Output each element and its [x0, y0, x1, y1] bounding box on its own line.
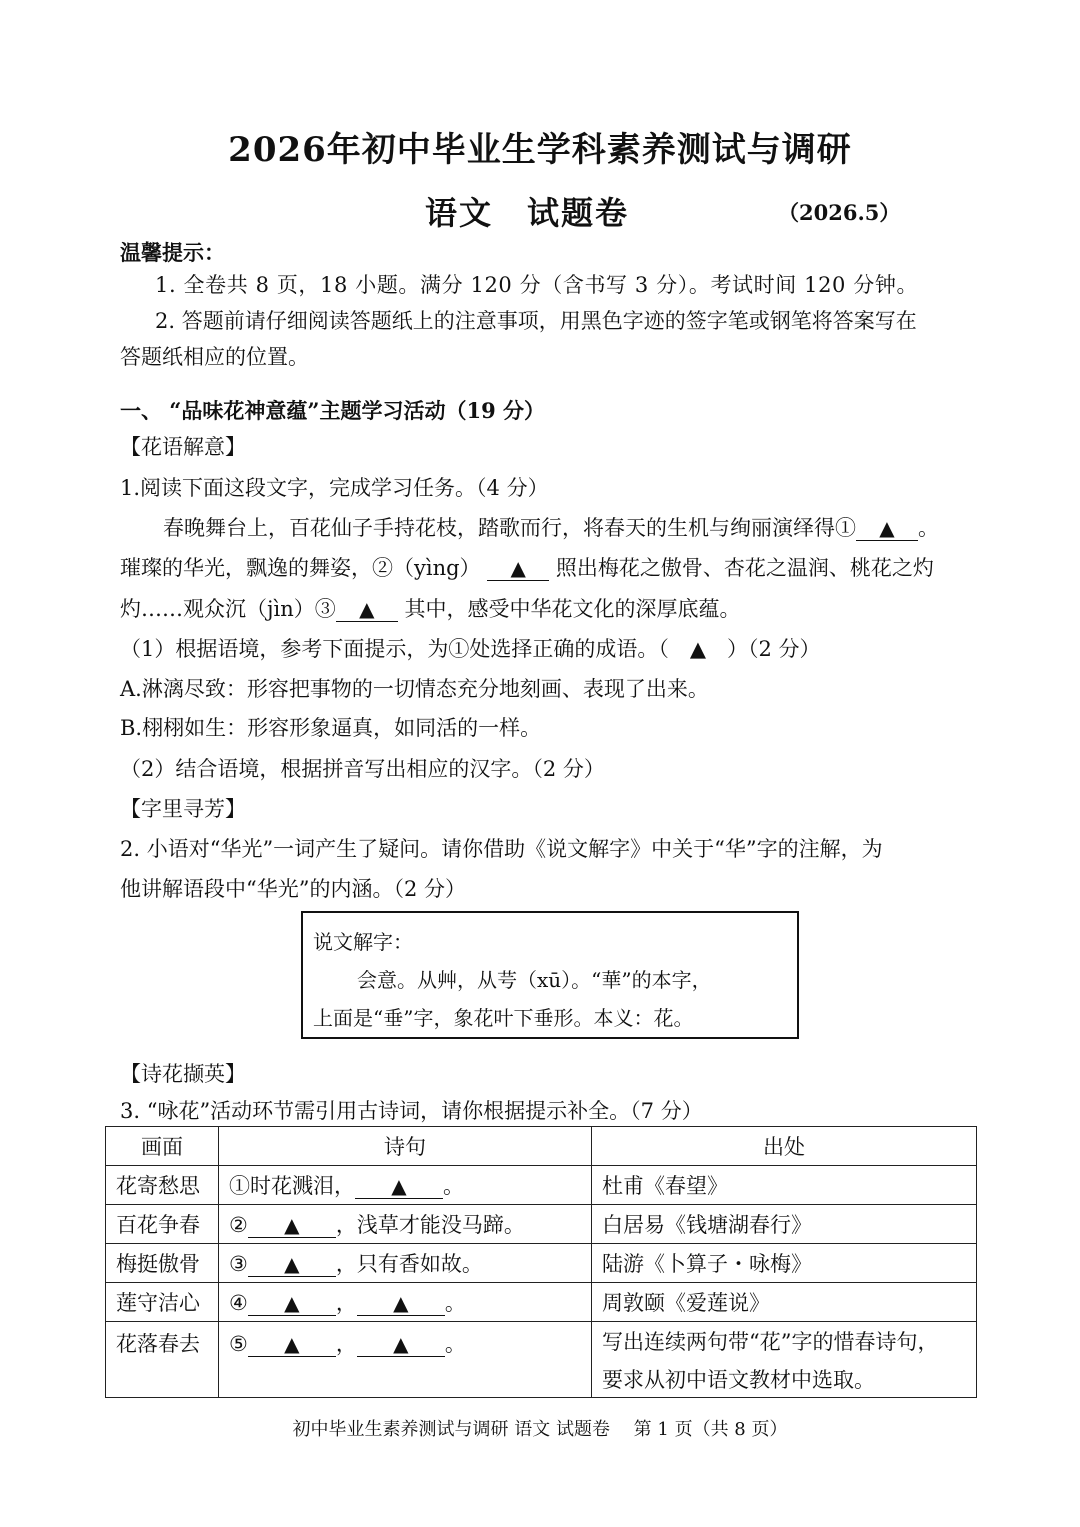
notice-item-2: 2. 答题前请仔细阅读答题纸上的注意事项，用黑色字迹的签字笔或钢笔将答案写在 [155, 309, 917, 333]
triangle-icon: ▲ [359, 597, 375, 621]
poem-table [105, 1126, 977, 1398]
q3-stem: 3. “咏花”活动环节需引用古诗词，请你根据提示补全。（7 分） [120, 1099, 703, 1123]
notice-heading: 温馨提示： [120, 240, 225, 265]
answer-blank[interactable] [357, 1332, 445, 1357]
verse-cell: ④ ▲ ， ▲ 。 [219, 1283, 592, 1322]
table-row [106, 1283, 977, 1322]
table-header-row [106, 1127, 977, 1166]
verse-cell: ③ ▲ ，只有香如故。 [219, 1244, 592, 1283]
source-cell: 写出连续两句带“花”字的惜春诗句， 要求从初中语文教材中选取。 [592, 1322, 977, 1398]
scene-cell: 百花争春 [106, 1205, 219, 1244]
answer-blank[interactable] [357, 1291, 445, 1316]
answer-blank[interactable] [355, 1174, 443, 1199]
source-cell: 周敦颐《爱莲说》 [592, 1283, 977, 1322]
shuowen-box [301, 911, 799, 1039]
q2-line-2: 他讲解语段中“华光”的内涵。（2 分） [120, 877, 467, 901]
answer-blank-2[interactable] [487, 556, 549, 581]
scene-cell: 莲守洁心 [106, 1283, 219, 1322]
table-header-scene: 画面 [106, 1127, 219, 1166]
table-row [106, 1205, 977, 1244]
source-cell: 白居易《钱塘湖春行》 [592, 1205, 977, 1244]
q1-stem: 1.阅读下面这段文字，完成学习任务。（4 分） [120, 476, 549, 500]
shuowen-text-2: 上面是“垂”字，象花叶下垂形。本义：花。 [313, 1006, 694, 1030]
q1-passage-line-2: 璀璨的华光，飘逸的舞姿，②（yìng） ▲ 照出梅花之傲骨、杏花之温润、桃花之灼 [120, 556, 934, 580]
q1-passage-line-3: 灼……观众沉（jìn）③ ▲ 其中，感受中华花文化的深厚底蕴。 [120, 597, 741, 621]
source-cell: 杜甫《春望》 [592, 1166, 977, 1205]
triangle-icon: ▲ [393, 1332, 409, 1356]
triangle-icon: ▲ [393, 1291, 409, 1315]
page-footer: 初中毕业生素养测试与调研 语文 试题卷 第 1 页（共 8 页） [292, 1419, 788, 1440]
scene-cell: 花落春去 [106, 1322, 219, 1398]
shuowen-title: 说文解字： [313, 930, 413, 954]
section-heading: 一、 “品味花神意蕴”主题学习活动（19 分） [120, 398, 546, 423]
subsection-zili: 【字里寻芳】 [120, 797, 246, 821]
q1-sub-1: （1）根据语境，参考下面提示，为①处选择正确的成语。（ ▲ ）（2 分） [120, 637, 821, 661]
shuowen-text-1: 会意。从艸，从芌（xū）。“華”的本字， [357, 968, 712, 992]
triangle-icon: ▲ [391, 1174, 407, 1198]
answer-blank-1[interactable] [856, 516, 918, 541]
verse-cell: ② ▲ ，浅草才能没马蹄。 [219, 1205, 592, 1244]
triangle-icon: ▲ [284, 1213, 300, 1237]
table-header-verse: 诗句 [219, 1127, 592, 1166]
triangle-icon: ▲ [284, 1291, 300, 1315]
triangle-icon: ▲ [284, 1332, 300, 1356]
scene-cell: 花寄愁思 [106, 1166, 219, 1205]
exam-subtitle: 语文 试题卷 [425, 194, 630, 232]
table-row [106, 1166, 977, 1205]
answer-blank[interactable] [248, 1291, 336, 1316]
q1-option-b: B.栩栩如生：形容形象逼真，如同活的一样。 [120, 716, 542, 740]
verse-cell: ①时花溅泪， ▲ 。 [219, 1166, 592, 1205]
notice-item-2-cont: 答题纸相应的位置。 [120, 345, 309, 369]
answer-blank[interactable] [248, 1332, 336, 1357]
answer-blank[interactable] [248, 1213, 336, 1238]
source-cell: 陆游《卜算子・咏梅》 [592, 1244, 977, 1283]
q1-passage-line-1: 春晚舞台上，百花仙子手持花枝，踏歌而行，将春天的生机与绚丽演绎得① ▲ 。 [163, 516, 939, 540]
answer-blank-3[interactable] [336, 597, 398, 622]
triangle-icon: ▲ [879, 516, 895, 540]
exam-date: （2026.5） [778, 200, 901, 225]
q1-option-a: A.淋漓尽致：形容把事物的一切情态充分地刻画、表现了出来。 [120, 677, 709, 701]
subsection-shihua: 【诗花撷英】 [120, 1062, 246, 1086]
q1-sub-2: （2）结合语境，根据拼音写出相应的汉字。（2 分） [120, 757, 605, 781]
table-row [106, 1244, 977, 1283]
notice-item-1: 1. 全卷共 8 页，18 小题。满分 120 分（含书写 3 分）。考试时间 120 分钟。 [155, 273, 919, 297]
scene-cell: 梅挺傲骨 [106, 1244, 219, 1283]
triangle-icon: ▲ [284, 1252, 300, 1276]
verse-cell: ⑤ ▲ ， ▲ 。 [219, 1322, 592, 1398]
answer-blank[interactable] [248, 1252, 336, 1277]
triangle-icon: ▲ [510, 556, 526, 580]
table-header-source: 出处 [592, 1127, 977, 1166]
subsection-huayu: 【花语解意】 [120, 435, 246, 459]
table-row [106, 1322, 977, 1398]
exam-title: 2026年初中毕业生学科素养测试与调研 [228, 130, 852, 170]
q2-line-1: 2. 小语对“华光”一词产生了疑问。请你借助《说文解字》中关于“华”字的注解，为 [120, 837, 883, 861]
